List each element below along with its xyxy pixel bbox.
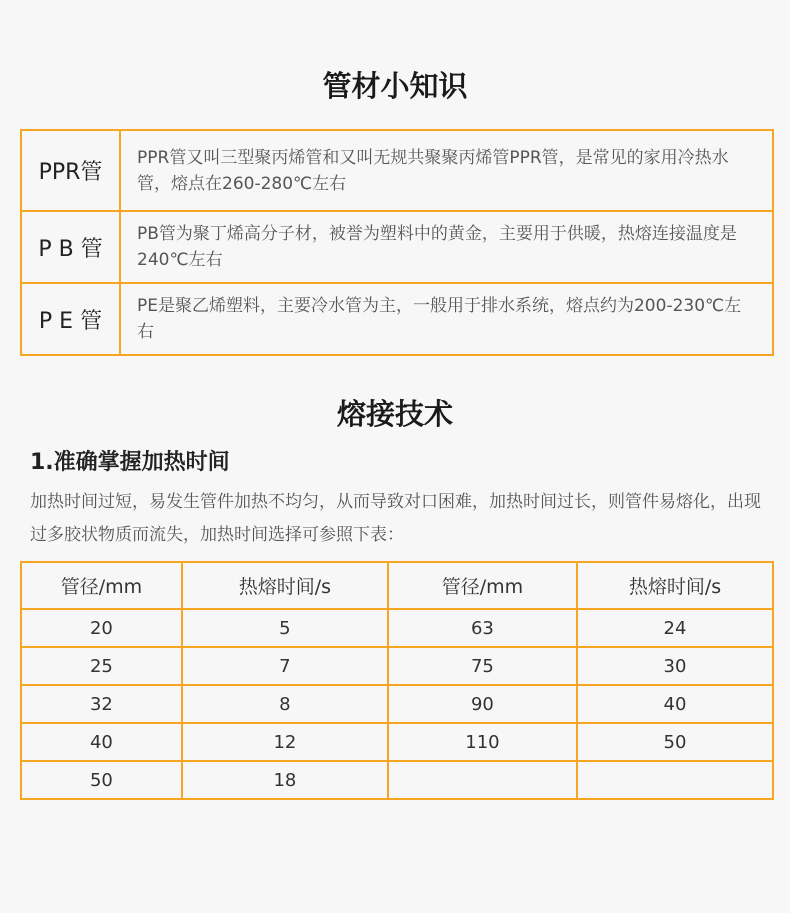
table-row <box>21 211 773 283</box>
table-cell: 90 <box>388 685 577 723</box>
table-cell: 75 <box>388 647 577 685</box>
pipe-description: PE是聚乙烯塑料，主要冷水管为主，一般用于排水系统，熔点约为200-230℃左右 <box>120 283 773 355</box>
knowledge-title: 管材小知识 <box>322 69 468 103</box>
table-cell: 18 <box>182 761 388 799</box>
table-cell: 8 <box>182 685 388 723</box>
table-cell: 40 <box>577 685 773 723</box>
column-header: 热熔时间/s <box>577 562 773 609</box>
table-cell: 20 <box>21 609 182 647</box>
table-row <box>21 283 773 355</box>
table-cell: 7 <box>182 647 388 685</box>
pipe-type-label: P B 管 <box>21 211 120 283</box>
table-cell: 12 <box>182 723 388 761</box>
pipe-knowledge-table <box>20 129 774 356</box>
column-header: 管径/mm <box>21 562 182 609</box>
table-cell: 110 <box>388 723 577 761</box>
table-cell: 24 <box>577 609 773 647</box>
table-row <box>21 130 773 211</box>
pipe-description: PPR管又叫三型聚丙烯管和又叫无规共聚聚丙烯管PPR管，是常见的家用冷热水管，熔点在260-280℃左右 <box>120 130 773 211</box>
table-cell: 25 <box>21 647 182 685</box>
table-row <box>21 723 773 761</box>
heating-time-table <box>20 561 774 800</box>
table-cell: 50 <box>21 761 182 799</box>
section-paragraph: 加热时间过短，易发生管件加热不均匀，从而导致对口困难，加热时间过长，则管件易熔化，出现过多胶状物质而流失，加热时间选择可参照下表： <box>30 492 761 545</box>
section-subtitle: 1.准确掌握加热时间 <box>30 450 230 475</box>
table-row <box>21 647 773 685</box>
fusion-title: 熔接技术 <box>336 397 453 431</box>
table-row <box>21 685 773 723</box>
table-cell: 50 <box>577 723 773 761</box>
table-cell <box>577 761 773 799</box>
column-header: 热熔时间/s <box>182 562 388 609</box>
table-cell: 5 <box>182 609 388 647</box>
column-header: 管径/mm <box>388 562 577 609</box>
table-cell: 63 <box>388 609 577 647</box>
pipe-type-label: PPR管 <box>21 130 120 211</box>
table-cell: 40 <box>21 723 182 761</box>
table-row <box>21 761 773 799</box>
pipe-description: PB管为聚丁烯高分子材，被誉为塑料中的黄金，主要用于供暖，热熔连接温度是240℃左右 <box>120 211 773 283</box>
table-cell: 30 <box>577 647 773 685</box>
table-row <box>21 609 773 647</box>
table-header-row <box>21 562 773 609</box>
pipe-type-label: P E 管 <box>21 283 120 355</box>
table-cell: 32 <box>21 685 182 723</box>
table-cell <box>388 761 577 799</box>
